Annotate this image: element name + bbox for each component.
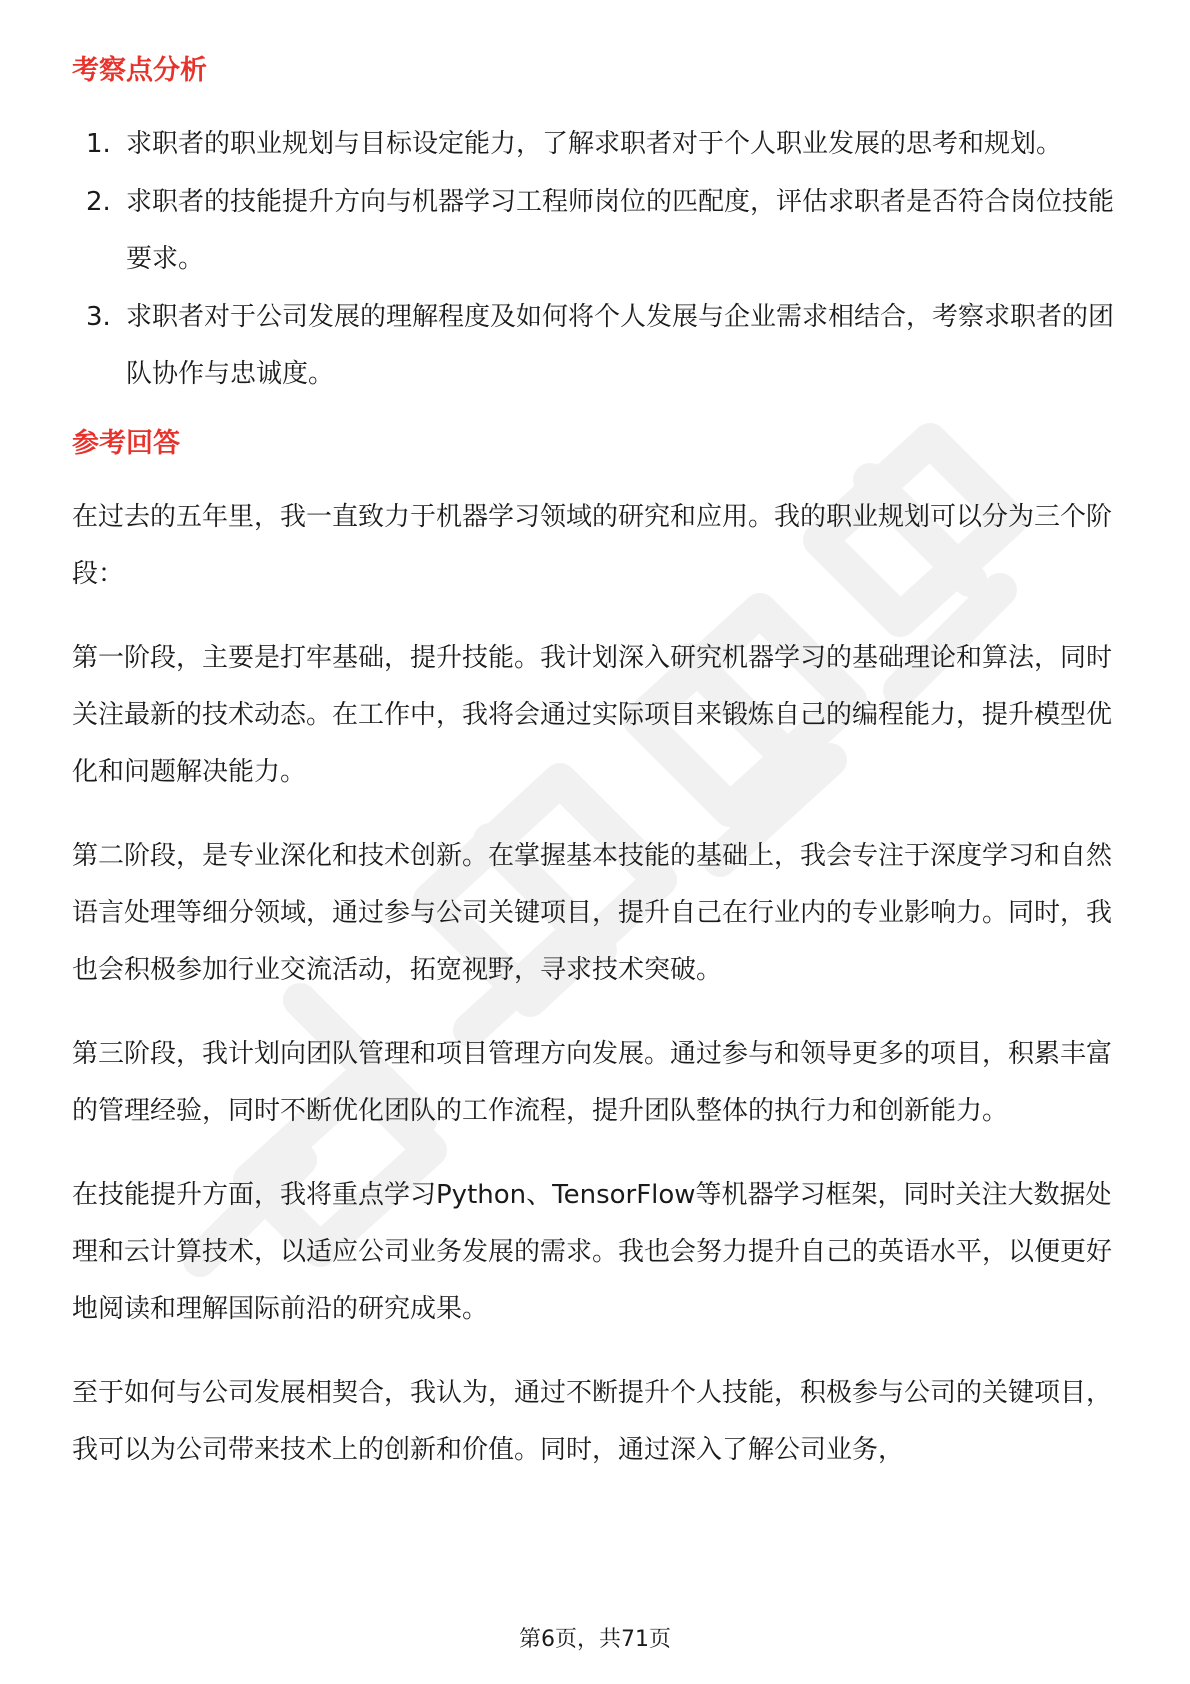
list-item-number: 1. <box>86 129 111 159</box>
list-item-number: 2. <box>86 187 111 217</box>
page-content <box>72 40 1122 1506</box>
analysis-list <box>72 116 1122 403</box>
list-item-text: 求职者的职业规划与目标设定能力，了解求职者对于个人职业发展的思考和规划。 <box>126 129 1063 159</box>
list-item-text: 求职者的技能提升方向与机器学习工程师岗位的匹配度，评估求职者是否符合岗位技能要求。 <box>126 187 1115 274</box>
page-number: 第6页，共71页 <box>519 1627 671 1652</box>
list-item <box>72 174 1122 288</box>
answer-paragraph: 第三阶段，我计划向团队管理和项目管理方向发展。通过参与和领导更多的项目，积累丰富的管理经验，同时不断优化团队的工作流程，提升团队整体的执行力和创新能力。 <box>72 1039 1113 1126</box>
list-item <box>72 289 1122 403</box>
list-item-text: 求职者对于公司发展的理解程度及如何将个人发展与企业需求相结合，考察求职者的团队协作与忠诚度。 <box>126 302 1115 389</box>
list-item <box>72 116 1122 173</box>
answer-paragraph: 第二阶段，是专业深化和技术创新。在掌握基本技能的基础上，我会专注于深度学习和自然语言处理等细分领域，通过参与公司关键项目，提升自己在行业内的专业影响力。同时，我也会积极参加行业交流活动，拓宽视野，寻求技术突破。 <box>72 841 1113 985</box>
answer-paragraph: 至于如何与公司发展相契合，我认为，通过不断提升个人技能，积极参与公司的关键项目，我可以为公司带来技术上的创新和价值。同时，通过深入了解公司业务， <box>72 1378 1113 1465</box>
analysis-heading: 考察点分析 <box>72 55 207 86</box>
answer-paragraph: 在技能提升方面，我将重点学习Python、TensorFlow等机器学习框架，同时关注大数据处理和云计算技术，以适应公司业务发展的需求。我也会努力提升自己的英语水平，以便更好地阅读和理解国际前沿的研究成果。 <box>72 1180 1113 1324</box>
answer-paragraph: 在过去的五年里，我一直致力于机器学习领域的研究和应用。我的职业规划可以分为三个阶段： <box>72 502 1113 589</box>
answer-paragraph: 第一阶段，主要是打牢基础，提升技能。我计划深入研究机器学习的基础理论和算法，同时关注最新的技术动态。在工作中，我将会通过实际项目来锻炼自己的编程能力，提升模型优化和问题解决能力。 <box>72 643 1113 787</box>
answer-heading: 参考回答 <box>72 428 180 459</box>
list-item-number: 3. <box>86 302 111 332</box>
